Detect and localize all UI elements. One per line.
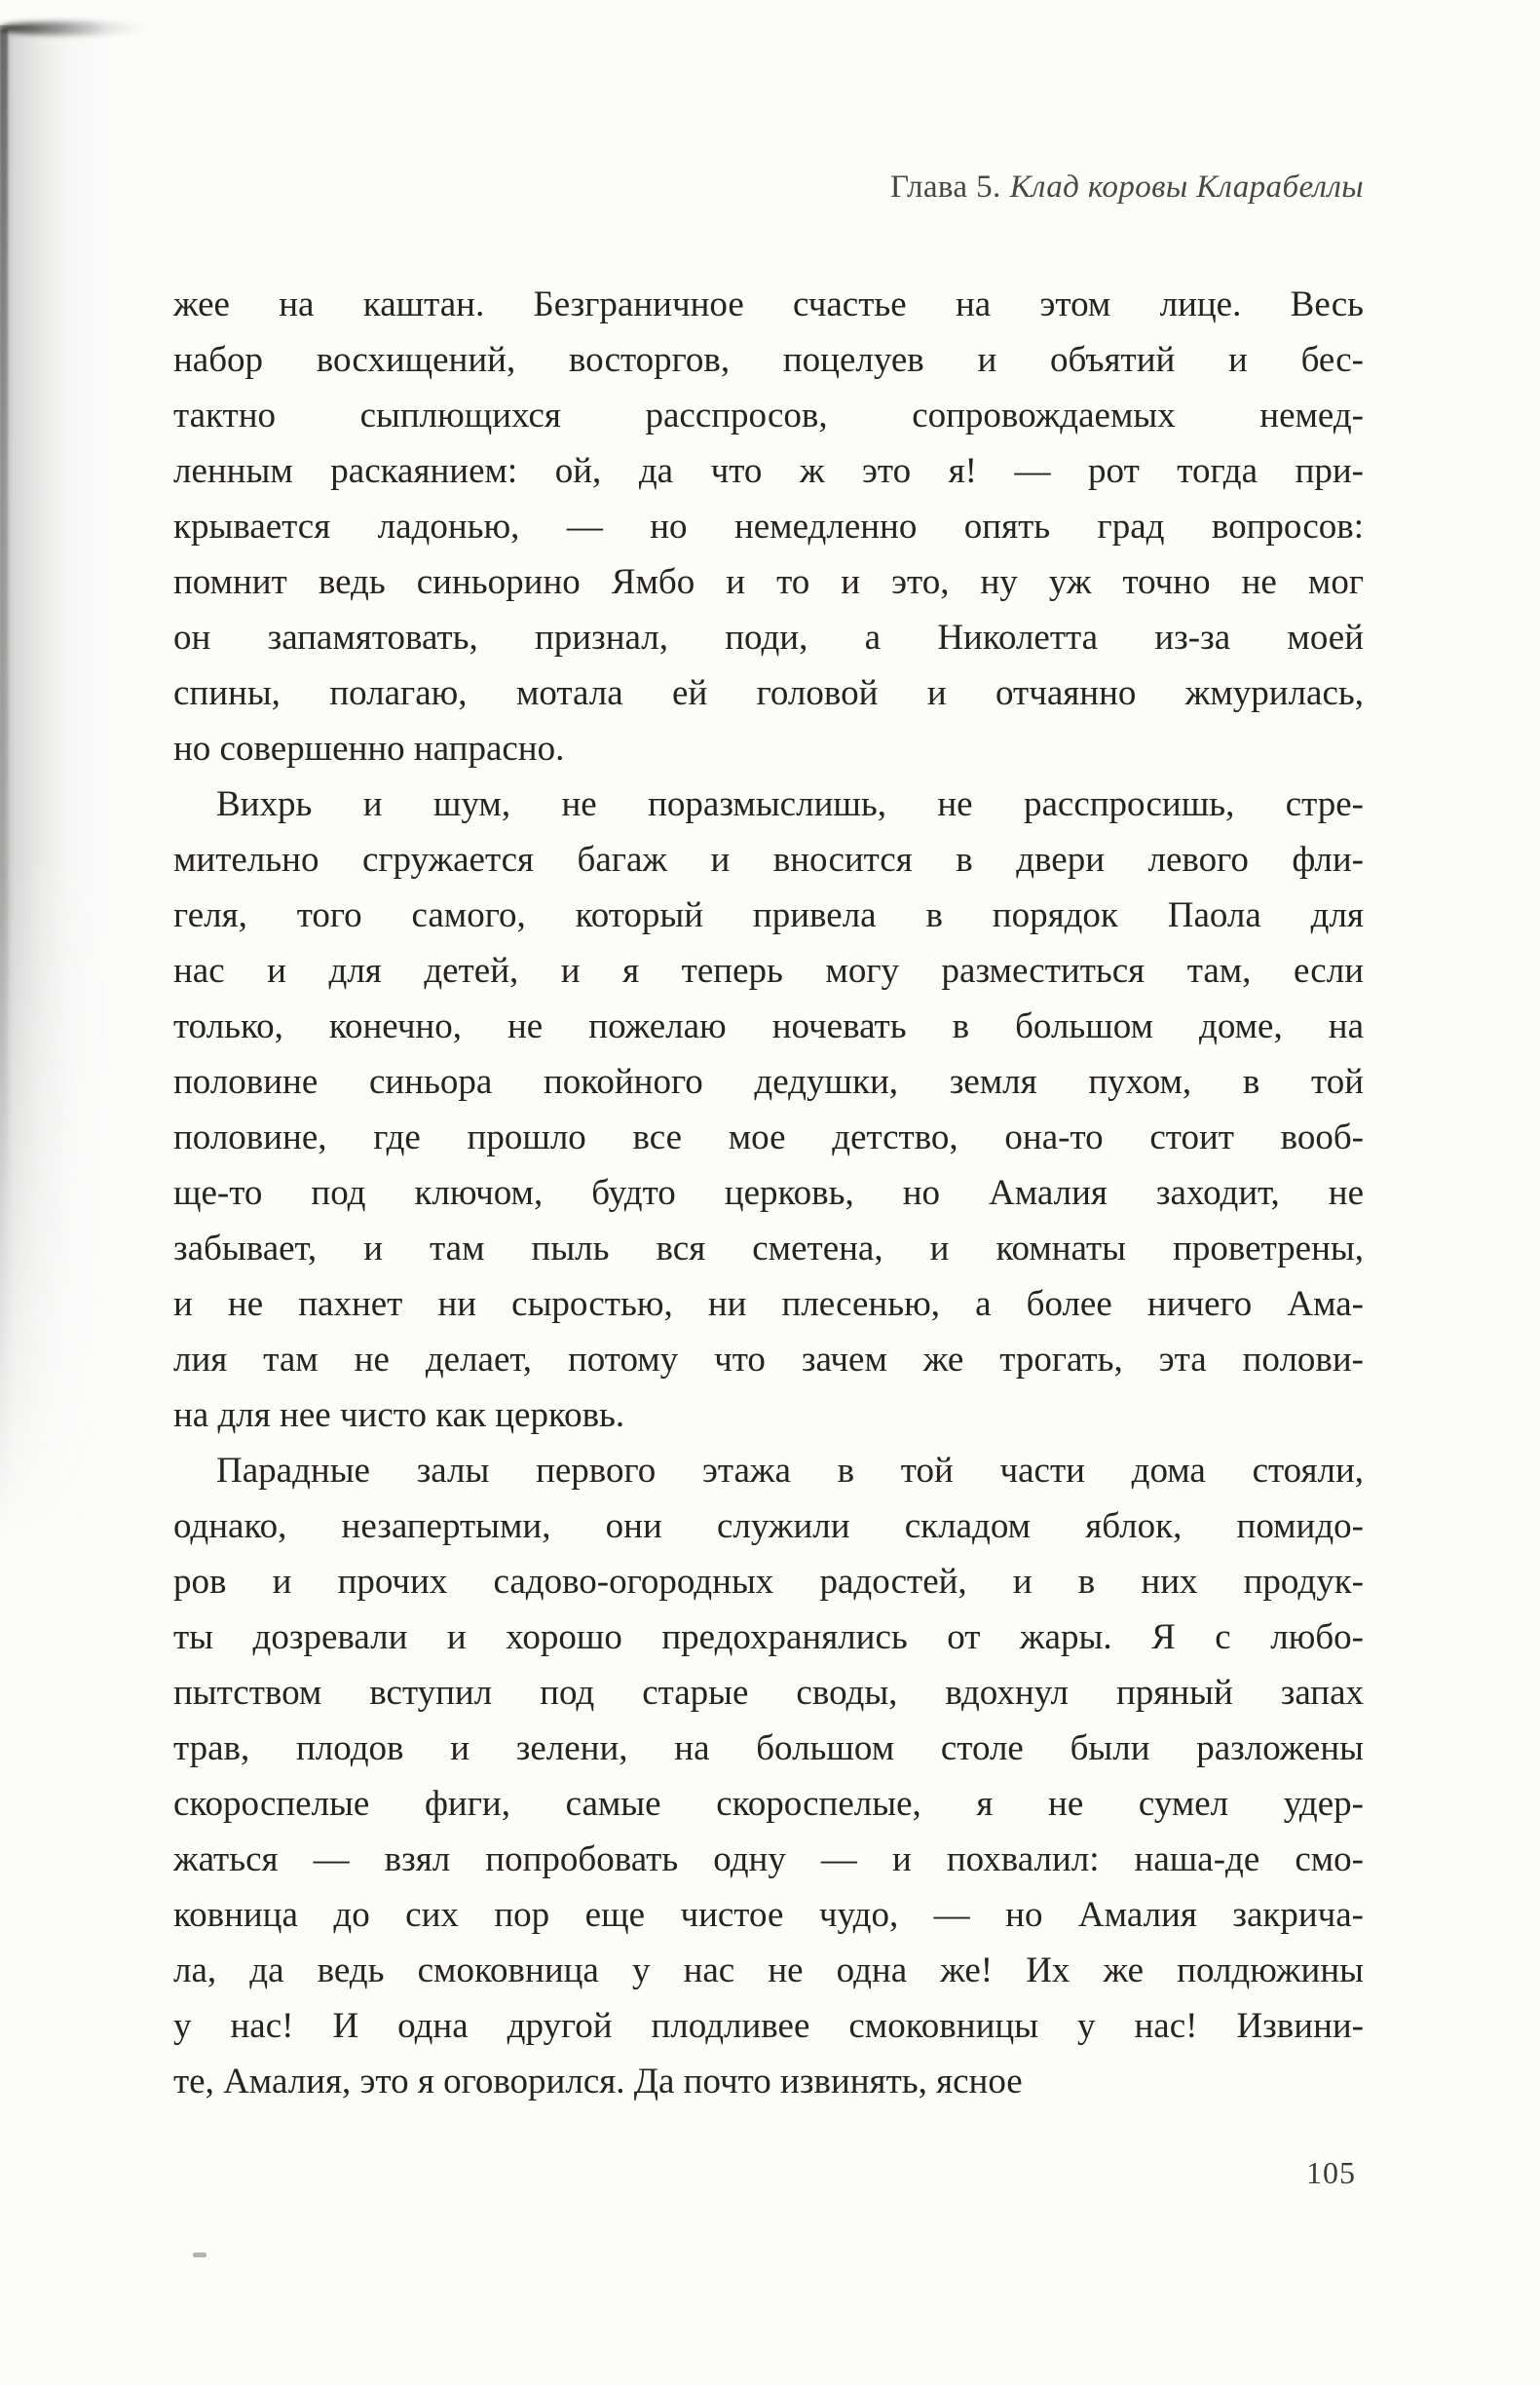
text-line: трав, плодов и зелени, на большом столе были разложены xyxy=(173,1728,1364,1768)
body-text xyxy=(173,277,1364,2109)
paragraph xyxy=(173,776,1364,1443)
text-line: крывается ладонью, — но немедленно опять град вопросов: xyxy=(173,507,1364,547)
chapter-label: Глава 5. xyxy=(889,170,1001,205)
text-line: спины, полагаю, мотала ей головой и отчаянно жмурилась, xyxy=(173,673,1364,713)
text-line: пытством вступил под старые своды, вдохнул пряный запах xyxy=(173,1673,1364,1713)
text-line: ла, да ведь смоковница у нас не одна же! Их же полдюжины xyxy=(173,1950,1364,1990)
text-line: жаться — взял попробовать одну — и похвалил: наша-де смо- xyxy=(173,1839,1364,1879)
page-edge-line xyxy=(0,29,8,1198)
text-line: тактно сыплющихся расспросов, сопровождаемых немед- xyxy=(173,396,1364,435)
scan-speck-artifact xyxy=(193,2252,207,2257)
text-line: забывает, и там пыль вся сметена, и комнаты проветрены, xyxy=(173,1229,1364,1268)
chapter-title: Клад коровы Кларабеллы xyxy=(1009,170,1364,205)
text-line: у нас! И одна другой плодливее смоковницы у нас! Извини- xyxy=(173,2006,1364,2046)
paragraph xyxy=(173,277,1364,776)
text-line: мительно сгружается багаж и вносится в двери левого фли- xyxy=(173,840,1364,880)
text-line: те, Амалия, это я оговорился. Да почто извинять, ясное xyxy=(173,2062,1023,2101)
text-line: ты дозревали и хорошо предохранялись от жары. Я с любо- xyxy=(173,1617,1364,1657)
text-line: набор восхищений, восторгов, поцелуев и объятий и бес- xyxy=(173,340,1364,380)
text-line: однако, незапертыми, они служили складом яблок, помидо- xyxy=(173,1506,1364,1546)
text-line: Вихрь и шум, не поразмыслишь, не расспросишь, стре- xyxy=(216,784,1364,824)
text-line: ленным раскаянием: ой, да что ж это я! — рот тогда при- xyxy=(173,451,1364,491)
page-number: 105 xyxy=(1306,2155,1356,2190)
text-line: Парадные залы первого этажа в той части дома стояли, xyxy=(216,1451,1364,1491)
text-line: но совершенно напрасно. xyxy=(173,729,565,769)
text-line: ковница до сих пор еще чистое чудо, — но Амалия закрича- xyxy=(173,1895,1364,1935)
text-line: ров и прочих садово-огородных радостей, и в них продук- xyxy=(173,1562,1364,1602)
text-line: на для нее чисто как церковь. xyxy=(173,1395,625,1435)
text-line: половине, где прошло все мое детство, она-то стоит вооб- xyxy=(173,1117,1364,1157)
text-line: половине синьора покойного дедушки, земля пухом, в той xyxy=(173,1062,1364,1102)
text-line: скороспелые фиги, самые скороспелые, я не сумел удер- xyxy=(173,1784,1364,1824)
paragraph xyxy=(173,1443,1364,2109)
text-line: ще-то под ключом, будто церковь, но Амалия заходит, не xyxy=(173,1173,1364,1213)
running-header xyxy=(173,168,1364,207)
text-line: нас и для детей, и я теперь могу разместиться там, если xyxy=(173,951,1364,991)
page-edge-shadow xyxy=(0,25,119,1545)
text-line: жее на каштан. Безграничное счастье на этом лице. Весь xyxy=(173,284,1364,324)
text-line: лия там не делает, потому что зачем же трогать, эта полови- xyxy=(173,1340,1364,1380)
text-line: он запамятовать, признал, поди, а Николетта из-за моей xyxy=(173,618,1364,658)
text-line: только, конечно, не пожелаю ночевать в большом доме, на xyxy=(173,1006,1364,1046)
text-line: помнит ведь синьорино Ямбо и то и это, ну уж точно не мог xyxy=(173,562,1364,602)
text-line: и не пахнет ни сыростью, ни плесенью, а более ничего Ама- xyxy=(173,1284,1364,1324)
page-corner-shadow xyxy=(0,21,146,35)
text-line: геля, того самого, который привела в порядок Паола для xyxy=(173,895,1364,935)
